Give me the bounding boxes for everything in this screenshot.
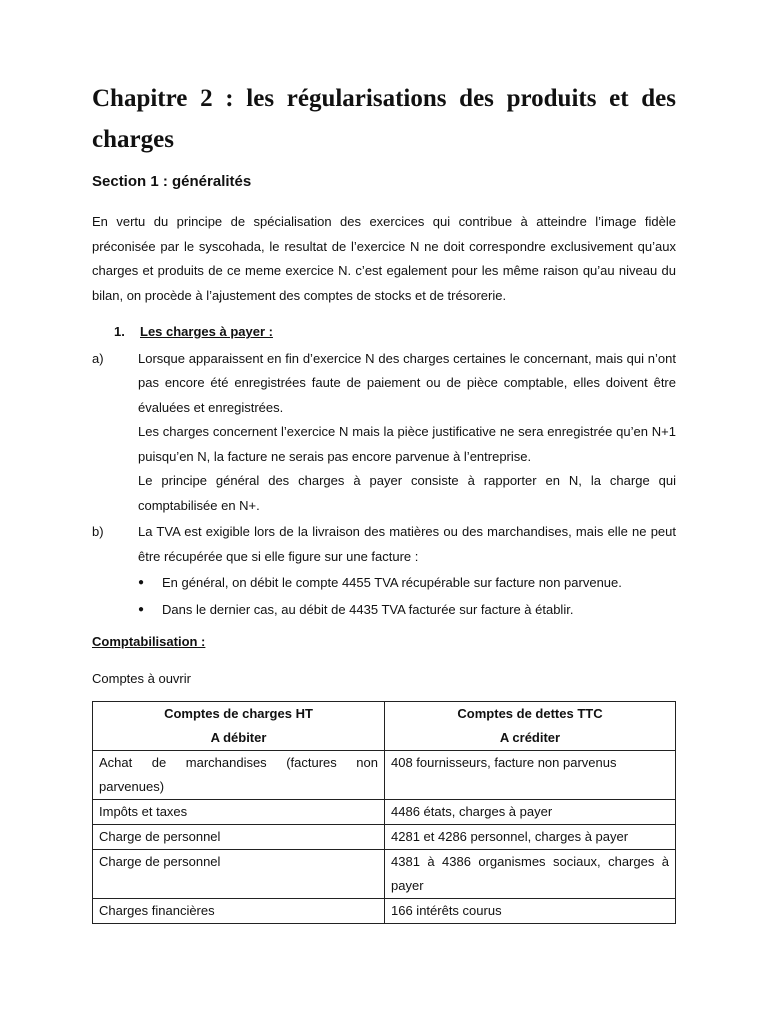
table-row (93, 751, 676, 800)
table-row (93, 800, 676, 825)
list-item-b (92, 520, 676, 622)
comptabilisation-heading: Comptabilisation : (92, 634, 206, 649)
header-line: Comptes de dettes TTC (457, 706, 603, 721)
section-heading: Section 1 : généralités (92, 173, 252, 190)
header-line: Comptes de charges HT (164, 706, 313, 721)
comptes-label: Comptes à ouvrir (92, 670, 191, 686)
table-row (93, 850, 676, 899)
paragraph-b: La TVA est exigible lors de la livraison des matières ou des marchandises, mais elle ne peut être récupérée que si elle figure sur une facture : (138, 524, 676, 564)
table-cell: 166 intérêts courus (385, 899, 676, 924)
list-item (138, 598, 676, 623)
table-header-row (93, 702, 676, 751)
intro-paragraph: En vertu du principe de spécialisation des exercices qui contribue à atteindre l’image fidèle préconisée par le syscohada, le resultat de l’exercice N ne doit correspondre exclusivement qu’aux charges et produits de ce meme exercice N. c’est egalement pour les même raison qu’au niveau du bilan, on procède à l’ajustement des comptes de stocks et de trésorerie. (92, 214, 676, 303)
paragraph-a3: Le principe général des charges à payer consiste à rapporter en N, la charge qui comptabilisée en N+. (138, 473, 676, 513)
header-dettes (385, 702, 676, 751)
table-cell: Charge de personnel (93, 850, 385, 899)
table-cell: 4381 à 4386 organismes sociaux, charges à payer (385, 850, 676, 899)
header-line: A débiter (210, 730, 267, 745)
charges-a-payer-heading: Les charges à payer : (140, 324, 273, 339)
bullet-list (138, 571, 676, 622)
accounts-table (92, 701, 676, 924)
list-item-a (92, 347, 676, 519)
paragraph-a1: Lorsque apparaissent en fin d’exercice N des charges certaines le concernant, mais qui n’ont pas encore été enregistrées faute de paiement ou de pièce comptable, elles doivent être évaluées et enregistrées. (138, 350, 676, 415)
numbered-heading (92, 320, 676, 345)
lettered-list (92, 347, 676, 623)
list-marker: b) (92, 524, 104, 539)
list-item (138, 571, 676, 596)
table-cell: Charges financières (93, 899, 385, 924)
table-row (93, 899, 676, 924)
bullet-text: Dans le dernier cas, au débit de 4435 TVA facturée sur facture à établir. (162, 601, 574, 617)
heading-number: 1. (114, 324, 125, 339)
header-line: A créditer (499, 730, 561, 745)
bullet-icon: ● (138, 577, 145, 588)
bullet-icon: ● (138, 603, 145, 615)
table-cell: Achat de marchandises (factures non parvenues) (93, 751, 385, 800)
paragraph-a2: Les charges concernent l’exercice N mais la pièce justificative ne sera enregistrée qu’en N+1 puisqu’en N, la facture ne serais pas encore parvenue à l’entreprise. (138, 424, 676, 464)
bullet-text: En général, on débit le compte 4455 TVA récupérable sur facture non parvenue. (162, 575, 622, 590)
header-charges (93, 702, 385, 751)
table-cell: Charge de personnel (93, 825, 385, 850)
chapter-title: Chapitre 2 : les régularisations des produits et des charges (92, 85, 676, 153)
table-cell: 408 fournisseurs, facture non parvenus (385, 751, 676, 800)
table-row (93, 825, 676, 850)
table-cell: 4281 et 4286 personnel, charges à payer (385, 825, 676, 850)
table-cell: Impôts et taxes (93, 800, 385, 825)
page-content (92, 78, 676, 924)
list-marker: a) (92, 350, 104, 366)
table-cell: 4486 états, charges à payer (385, 800, 676, 825)
